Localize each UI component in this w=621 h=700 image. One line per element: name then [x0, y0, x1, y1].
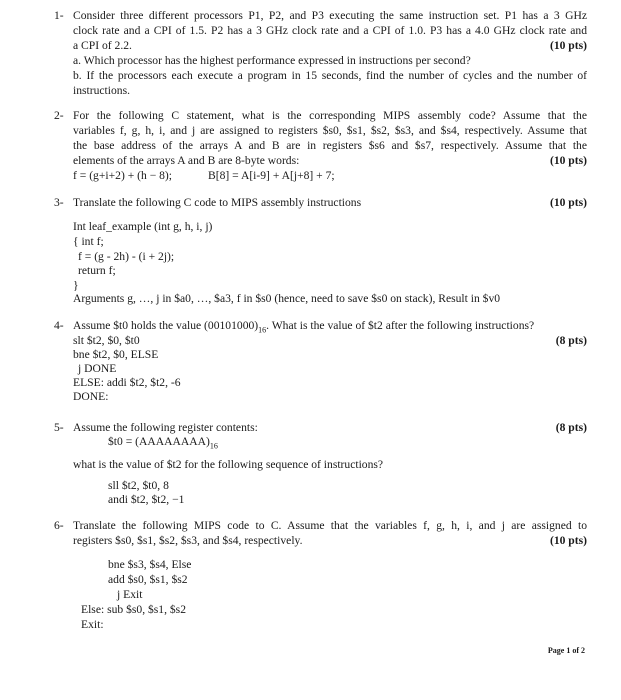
q5-code-line: andi $t2, $t2, −1 — [108, 493, 185, 506]
q4-base-subscript: 16 — [258, 325, 267, 335]
q4-code-line: j DONE — [78, 362, 117, 375]
q3-points: (10 pts) — [549, 196, 587, 209]
q1-line-2: clock rate and a CPI of 1.5. P2 has a 3 GHz clock rate and a CPI of 1.0. P3 has a 4.0 GHz clock rate and — [73, 24, 587, 37]
q4-code-line: ELSE: addi $t2, $t2, -6 — [73, 376, 181, 389]
q1-points: (10 pts) — [549, 39, 587, 52]
q5-base-subscript: 16 — [209, 441, 218, 451]
q4-number: 4- — [54, 319, 64, 332]
q5-register-text: $t0 = (AAAAAAAA) — [108, 435, 210, 448]
q6-line-2: registers $s0, $s1, $s2, $s3, and $s4, respectively. — [73, 534, 303, 547]
q6-code-line: bne $s3, $s4, Else — [108, 558, 192, 571]
q1-line-3: a CPI of 2.2. — [73, 39, 132, 52]
q5-line-1: Assume the following register contents: — [73, 421, 258, 434]
page-total: 2 — [581, 646, 585, 655]
q2-points: (10 pts) — [549, 154, 587, 167]
q1-part-b-line-1: b. If the processors each execute a program in 15 seconds, find the number of cycles and the number of — [73, 69, 587, 82]
q3-number: 3- — [54, 196, 64, 209]
q1-line-1: Consider three different processors P1, P2, and P3 executing the same instruction set. P1 has a 3 GHz — [73, 9, 587, 22]
q3-line-1: Translate the following C code to MIPS assembly instructions — [73, 196, 362, 209]
q4-line-1 — [73, 318, 534, 337]
q4-code-line: DONE: — [73, 390, 109, 403]
q3-arguments: Arguments g, …, j in $a0, …, $a3, f in $s0 (hence, need to save $s0 on stack), Result in $v0 — [73, 292, 501, 305]
q4-code-line: bne $t2, $0, ELSE — [73, 348, 159, 361]
q5-code-line: sll $t2, $t0, 8 — [108, 479, 169, 492]
page-of-label: of — [570, 646, 581, 655]
q2-line-2: variables f, g, h, i, and j are assigned to registers $s0, $s1, $s2, $s3, and $s4, respectively. Assume that — [73, 124, 587, 137]
q6-code-line: add $s0, $s1, $s2 — [108, 573, 188, 586]
q1-part-a: a. Which processor has the highest performance expressed in instructions per second? — [73, 54, 471, 67]
q4-points: (8 pts) — [555, 334, 587, 347]
q3-code-line: Int leaf_example (int g, h, i, j) — [73, 220, 213, 233]
q5-line-2: what is the value of $t2 for the following sequence of instructions? — [73, 458, 384, 471]
q6-line-1: Translate the following MIPS code to C. Assume that the variables f, g, h, i, and j are assigned to — [73, 519, 587, 532]
q6-code-line: Exit: — [81, 618, 104, 631]
q1-part-b-line-2: instructions. — [73, 84, 131, 97]
q2-line-1: For the following C statement, what is the corresponding MIPS assembly code? Assume that the — [73, 109, 587, 122]
q3-code-line: return f; — [78, 264, 116, 277]
q2-statement-2: B[8] = A[i-9] + A[j+8] + 7; — [208, 169, 335, 182]
q2-line-4: elements of the arrays A and B are 8-byte words: — [73, 154, 300, 167]
q6-points: (10 pts) — [549, 534, 587, 547]
q3-code-line: { int f; — [73, 235, 104, 248]
q5-points: (8 pts) — [555, 421, 587, 434]
q3-code-line: } — [73, 279, 79, 292]
q6-number: 6- — [54, 519, 64, 532]
page-label: Page — [547, 646, 567, 655]
q2-statement-1: f = (g+i+2) + (h − 8); — [73, 169, 173, 182]
q5-register — [108, 434, 218, 453]
q3-code-line: f = (g - 2h) - (i + 2j); — [78, 250, 175, 263]
page-number: 1 — [566, 646, 571, 655]
q1-number: 1- — [54, 9, 64, 22]
q4-code-line: slt $t2, $0, $t0 — [73, 334, 140, 347]
q4-line-1-rest: . What is the value of $t2 after the following instructions? — [266, 319, 535, 332]
page-footer — [548, 643, 585, 658]
q4-line-1-text: Assume $t0 holds the value (00101000) — [73, 319, 259, 332]
q6-code-line: j Exit — [117, 588, 143, 601]
q6-code-line: Else: sub $s0, $s1, $s2 — [81, 603, 186, 616]
q2-number: 2- — [54, 109, 64, 122]
q5-number: 5- — [54, 421, 64, 434]
q2-line-3: the base address of the arrays A and B are in registers $s6 and $s7, respectively. Assume that the — [73, 139, 587, 152]
